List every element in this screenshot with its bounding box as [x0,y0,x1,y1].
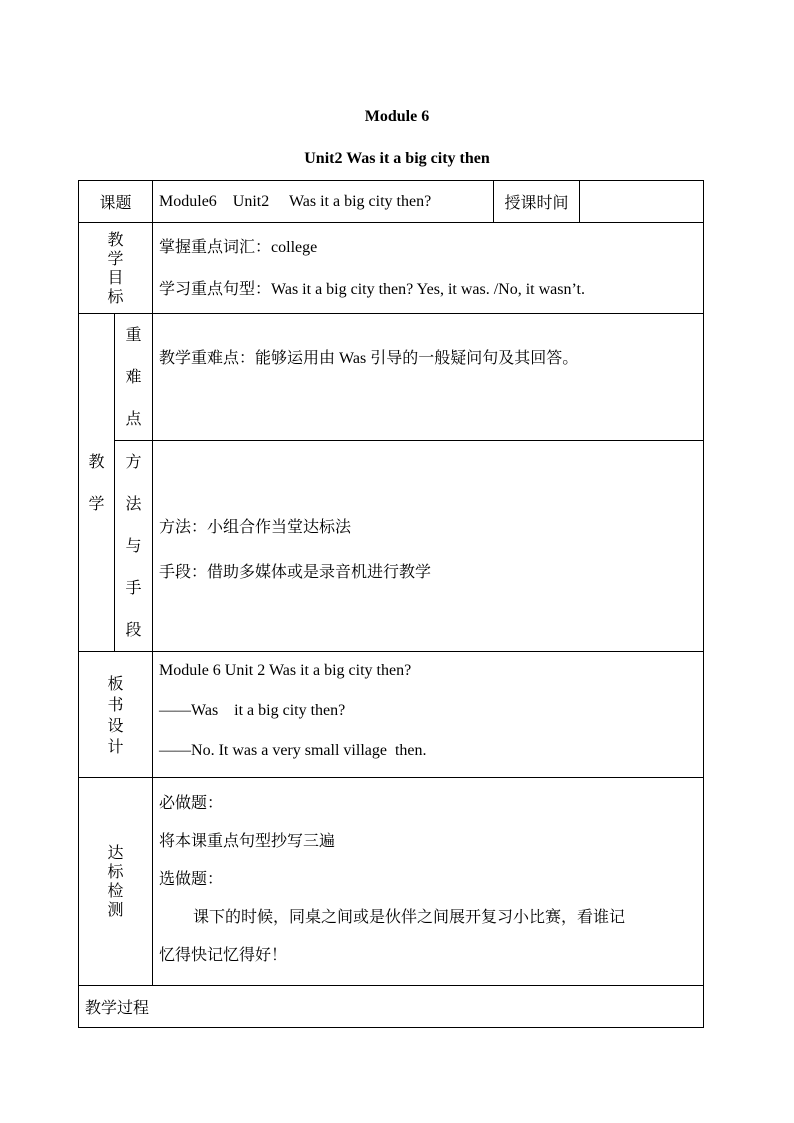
method-label: 方法与手段 [125,452,142,639]
goals-sentence-prefix: 学习重点句型： [159,279,272,298]
key-content-b: Was [339,350,367,367]
board-line-3: ——No. It was a very small village then. [159,742,427,759]
key-points-row [79,314,704,441]
method-content-cell [153,441,704,652]
document-subtitle: Unit2 Was it a big city then [304,150,490,167]
topic-label-cell [79,181,153,223]
process-label: 教学过程 [85,998,150,1017]
teaching-group-cell [79,314,115,652]
lesson-plan-table [78,180,704,1028]
time-label: 授课时间 [504,193,569,212]
topic-row [79,181,704,223]
time-label-cell [494,181,580,223]
board-line-2: ——Was it a big city then? [159,702,346,719]
document-title: Module 6 [364,108,430,125]
topic-label: 课题 [99,193,132,212]
key-content-a: 教学重难点：能够运用由 [159,348,336,367]
board-label-cell [79,652,153,778]
check-label-cell [79,778,153,986]
board-content-cell [153,652,704,778]
goals-sentence-line [153,276,703,299]
teaching-group-label: 教学 [88,451,105,513]
goals-vocab-line [153,234,703,257]
key-label-cell [115,314,153,441]
board-line-1: Module 6 Unit 2 Was it a big city then? [159,662,412,679]
method-row [79,441,704,652]
key-content-cell [153,314,704,441]
method-line-2: 手段：借助多媒体或是录音机进行教学 [159,562,432,581]
process-row [79,986,704,1028]
method-line-1: 方法：小组合作当堂达标法 [159,517,352,536]
key-content [153,345,703,368]
optional-task-line-1: 课下的时候，同桌之间或是伙伴之间展开复习小比赛，看谁记 [193,907,626,926]
goals-row [79,223,704,314]
goals-vocab-word: college [271,239,318,256]
check-label: 达标检测 [107,843,124,919]
topic-content: Module6 Unit2 Was it a big city then? [159,192,432,210]
check-row [79,778,704,986]
goals-label: 教学目标 [107,229,124,306]
method-label-cell [115,441,153,652]
goals-sentence-text: Was it a big city then? Yes, it was. /No, it wasn’t. [271,281,585,298]
required-task: 将本课重点句型抄写三遍 [159,831,336,850]
board-row [79,652,704,778]
board-label: 板书设计 [107,673,124,756]
goals-vocab-prefix: 掌握重点词汇： [159,237,272,256]
topic-content-cell [153,181,494,223]
optional-task-line-2: 忆得快记忆得好！ [159,945,288,964]
optional-label: 选做题： [159,869,224,888]
goals-label-cell [79,223,153,314]
required-label: 必做题： [159,793,224,812]
check-content-cell [153,778,704,986]
process-cell [79,986,704,1028]
goals-content-cell [153,223,704,314]
time-value-cell [580,181,704,223]
key-label: 重难点 [125,325,142,428]
key-content-c: 引导的一般疑问句及其回答。 [370,348,579,367]
